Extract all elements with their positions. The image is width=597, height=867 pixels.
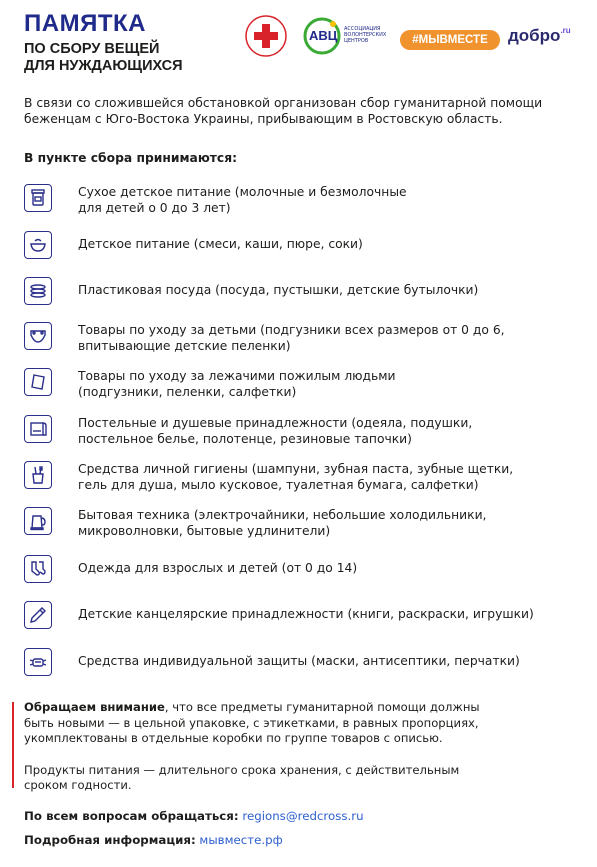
item-text — [78, 606, 568, 622]
item-line-1: Одежда для взрослых и детей (от 0 до 14) — [78, 561, 358, 575]
item-appliances — [24, 507, 574, 543]
socks-icon — [24, 555, 52, 583]
item-clothing — [24, 555, 574, 591]
item-line-1: Сухое детское питание (молочные и безмолочные — [78, 185, 407, 199]
item-line-1: Средства личной гигиены (шампуни, зубная паста, зубные щетки, — [78, 462, 514, 476]
notice-paragraph — [12, 700, 482, 747]
notice-bold: Обращаем внимание — [24, 700, 165, 714]
item-line-1: Пластиковая посуда (посуда, пустышки, детские бутылочки) — [78, 283, 479, 297]
item-text — [78, 236, 568, 252]
item-bedding — [24, 415, 574, 451]
myvmeste-badge: #МЫВМЕСТЕ — [400, 30, 500, 50]
contact-questions — [24, 809, 364, 823]
item-text — [78, 184, 568, 216]
item-baby-dry-food — [24, 184, 574, 220]
avc-text: АВЦ — [309, 28, 338, 43]
item-hygiene — [24, 461, 574, 497]
item-protection — [24, 648, 574, 684]
item-stationery — [24, 601, 574, 637]
item-child-care — [24, 322, 574, 358]
list-heading: В пункте сбора принимаются: — [24, 151, 238, 165]
item-baby-food — [24, 231, 574, 267]
dobro-logo — [508, 26, 571, 46]
page-subtitle — [24, 41, 244, 75]
notice-rest: , что все предметы гуманитарной помощи должны быть новыми — в цельной упаковке, с этикетками, в равных пропорциях, укомплектованы в отдельные коробки по группе товаров с описью. — [24, 700, 480, 745]
item-text — [78, 507, 568, 539]
item-line-1: Детские канцелярские принадлежности (книги, раскраски, игрушки) — [78, 607, 534, 621]
item-text — [78, 653, 568, 669]
pencil-icon — [24, 601, 52, 629]
dobro-suffix: .ru — [560, 26, 571, 35]
item-text — [78, 560, 568, 576]
item-line-2: гель для душа, мыло кусковое, туалетная бумага, салфетки) — [78, 478, 479, 492]
item-line-2: постельное белье, полотенце, резиновые тапочки) — [78, 432, 412, 446]
item-plastic-dishes — [24, 277, 574, 313]
item-line-1: Товары по уходу за детьми (подгузники всех размеров от 0 до 6, — [78, 323, 505, 337]
item-line-1: Детское питание (смеси, каши, пюре, соки) — [78, 237, 363, 251]
page-title: ПАМЯТКА — [24, 10, 146, 37]
toothbrush-cup-icon — [24, 461, 52, 489]
item-line-1: Средства индивидуальной защиты (маски, антисептики, перчатки) — [78, 654, 520, 668]
red-cross-logo — [244, 14, 288, 58]
avc-caption: АССОЦИАЦИЯ ВОЛОНТЕРСКИХ ЦЕНТРОВ — [344, 26, 387, 44]
site-link[interactable]: мывместе.рф — [199, 833, 283, 847]
item-line-1: Постельные и душевые принадлежности (одеяла, подушки, — [78, 416, 473, 430]
item-text — [78, 368, 568, 400]
towel-icon — [24, 415, 52, 443]
bowl-icon — [24, 231, 52, 259]
mask-icon — [24, 648, 52, 676]
notice-accent-bar — [12, 702, 14, 788]
item-line-2: впитывающие детские пеленки) — [78, 339, 291, 353]
contact-info — [24, 833, 283, 847]
item-text — [78, 461, 568, 493]
item-text — [78, 415, 568, 447]
dobro-text: добро — [508, 26, 561, 45]
item-line-2: (подгузники, пеленки, салфетки) — [78, 385, 297, 399]
item-text — [78, 282, 568, 298]
subtitle-line-1: ПО СБОРУ ВЕЩЕЙ — [24, 41, 160, 57]
info-label: Подробная информация: — [24, 833, 196, 847]
notice-block — [12, 700, 482, 794]
kettle-icon — [24, 507, 52, 535]
notice-food: Продукты питания — длительного срока хранения, с действительным сроком годности. — [24, 762, 460, 792]
dishes-icon — [24, 277, 52, 305]
item-text — [78, 322, 568, 354]
baby-food-jar-icon — [24, 184, 52, 212]
subtitle-line-2: ДЛЯ НУЖДАЮЩИХСЯ — [24, 58, 183, 74]
item-line-2: для детей о 0 до 3 лет) — [78, 201, 231, 215]
email-link[interactable]: regions@redcross.ru — [242, 809, 364, 823]
item-line-2: микроволновки, бытовые удлинители) — [78, 524, 331, 538]
avc-logo — [302, 16, 394, 56]
item-line-1: Товары по уходу за лежачими пожилым людьми — [78, 369, 396, 383]
item-line-1: Бытовая техника (электрочайники, небольшие холодильники, — [78, 508, 487, 522]
intro-text: В связи со сложившейся обстановкой организован сбор гуманитарной помощи беженцам с Юго-Востока Украины, прибывающим в Ростовскую область. — [24, 96, 543, 126]
item-elderly-care — [24, 368, 574, 404]
diaper-icon — [24, 322, 52, 350]
partner-logos — [244, 14, 574, 60]
questions-label: По всем вопросам обращаться: — [24, 809, 239, 823]
napkin-icon — [24, 368, 52, 396]
